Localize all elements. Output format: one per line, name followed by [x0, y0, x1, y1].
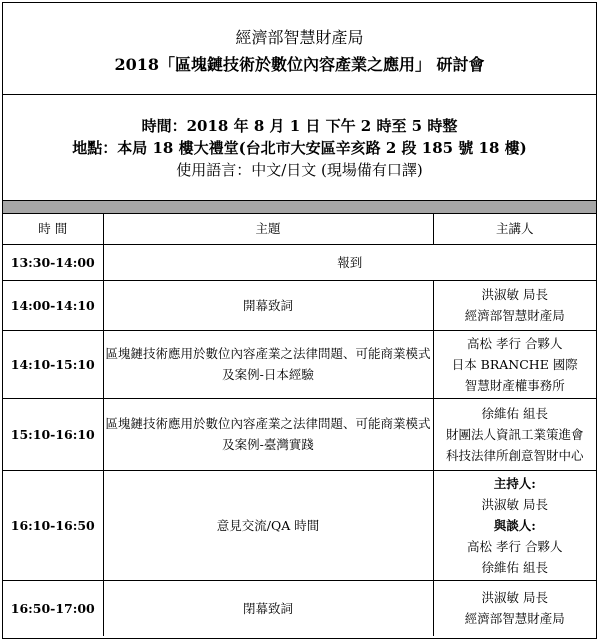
event-language: 使用語言：中文/日文 (現場備有口譯) — [176, 161, 423, 179]
header-speaker: 主講人 — [433, 214, 596, 244]
speaker-line: 高松 孝行 合夥人 — [467, 538, 563, 554]
speaker-line: 高松 孝行 合夥人 — [467, 335, 563, 351]
table-row — [3, 398, 596, 470]
table-row — [3, 330, 596, 398]
speaker-line: 智慧財產權事務所 — [464, 377, 565, 393]
speaker-line: 科技法律所創意智財中心 — [445, 447, 584, 463]
event-time: 時間：2018 年 8 月 1 日 下午 2 時至 5 時整 — [141, 117, 458, 135]
agenda-sheet — [2, 2, 597, 639]
row-speakers — [433, 470, 596, 580]
table-header-row — [3, 214, 596, 244]
table-row — [3, 280, 596, 330]
speaker-line: 徐維佑 組長 — [481, 405, 548, 421]
event-info — [3, 95, 596, 200]
speaker-line: 財團法人資訊工業策進會 — [445, 426, 584, 442]
header-topic: 主題 — [103, 214, 433, 244]
moderator-label: 主持人: — [493, 475, 536, 491]
row-speakers — [433, 398, 596, 470]
header-time: 時 間 — [3, 214, 103, 244]
speaker-line: 洪淑敏 局長 — [481, 496, 548, 512]
table-row — [3, 470, 596, 580]
schedule-table — [3, 214, 596, 636]
row-topic: 閉幕致詞 — [103, 580, 433, 636]
speaker-line: 日本 BRANCHE 國際 — [451, 356, 578, 372]
seminar-title: 2018「區塊鏈技術於數位內容產業之應用」 研討會 — [114, 55, 485, 74]
panelist-label: 與談人: — [493, 517, 536, 533]
row-time: 14:10-15:10 — [3, 330, 103, 398]
speaker-line: 經濟部智慧財產局 — [464, 611, 565, 627]
row-speakers — [433, 280, 596, 330]
row-speakers — [433, 330, 596, 398]
row-topic: 區塊鏈技術應用於數位內容產業之法律問題、可能商業模式及案例-臺灣實踐 — [103, 398, 433, 470]
event-location: 地點：本局 18 樓大禮堂(台北市大安區辛亥路 2 段 185 號 18 樓) — [72, 139, 527, 157]
speaker-line: 經濟部智慧財產局 — [464, 308, 565, 323]
speaker-line: 洪淑敏 局長 — [481, 287, 548, 302]
row-time: 16:50-17:00 — [3, 580, 103, 636]
table-row — [3, 580, 596, 636]
row-speakers — [433, 580, 596, 636]
row-time: 16:10-16:50 — [3, 470, 103, 580]
table-row — [3, 244, 596, 280]
row-time: 14:00-14:10 — [3, 280, 103, 330]
row-time: 15:10-16:10 — [3, 398, 103, 470]
row-topic: 報到 — [103, 244, 596, 280]
organizer-name: 經濟部智慧財產局 — [235, 28, 364, 47]
row-topic: 意見交流/QA 時間 — [103, 470, 433, 580]
row-time: 13:30-14:00 — [3, 244, 103, 280]
speaker-line: 徐維佑 組長 — [481, 559, 548, 575]
divider-band — [3, 200, 596, 214]
row-topic: 區塊鏈技術應用於數位內容產業之法律問題、可能商業模式及案例-日本經驗 — [103, 330, 433, 398]
row-topic: 開幕致詞 — [103, 280, 433, 330]
header — [3, 3, 596, 95]
speaker-line: 洪淑敏 局長 — [481, 590, 548, 606]
